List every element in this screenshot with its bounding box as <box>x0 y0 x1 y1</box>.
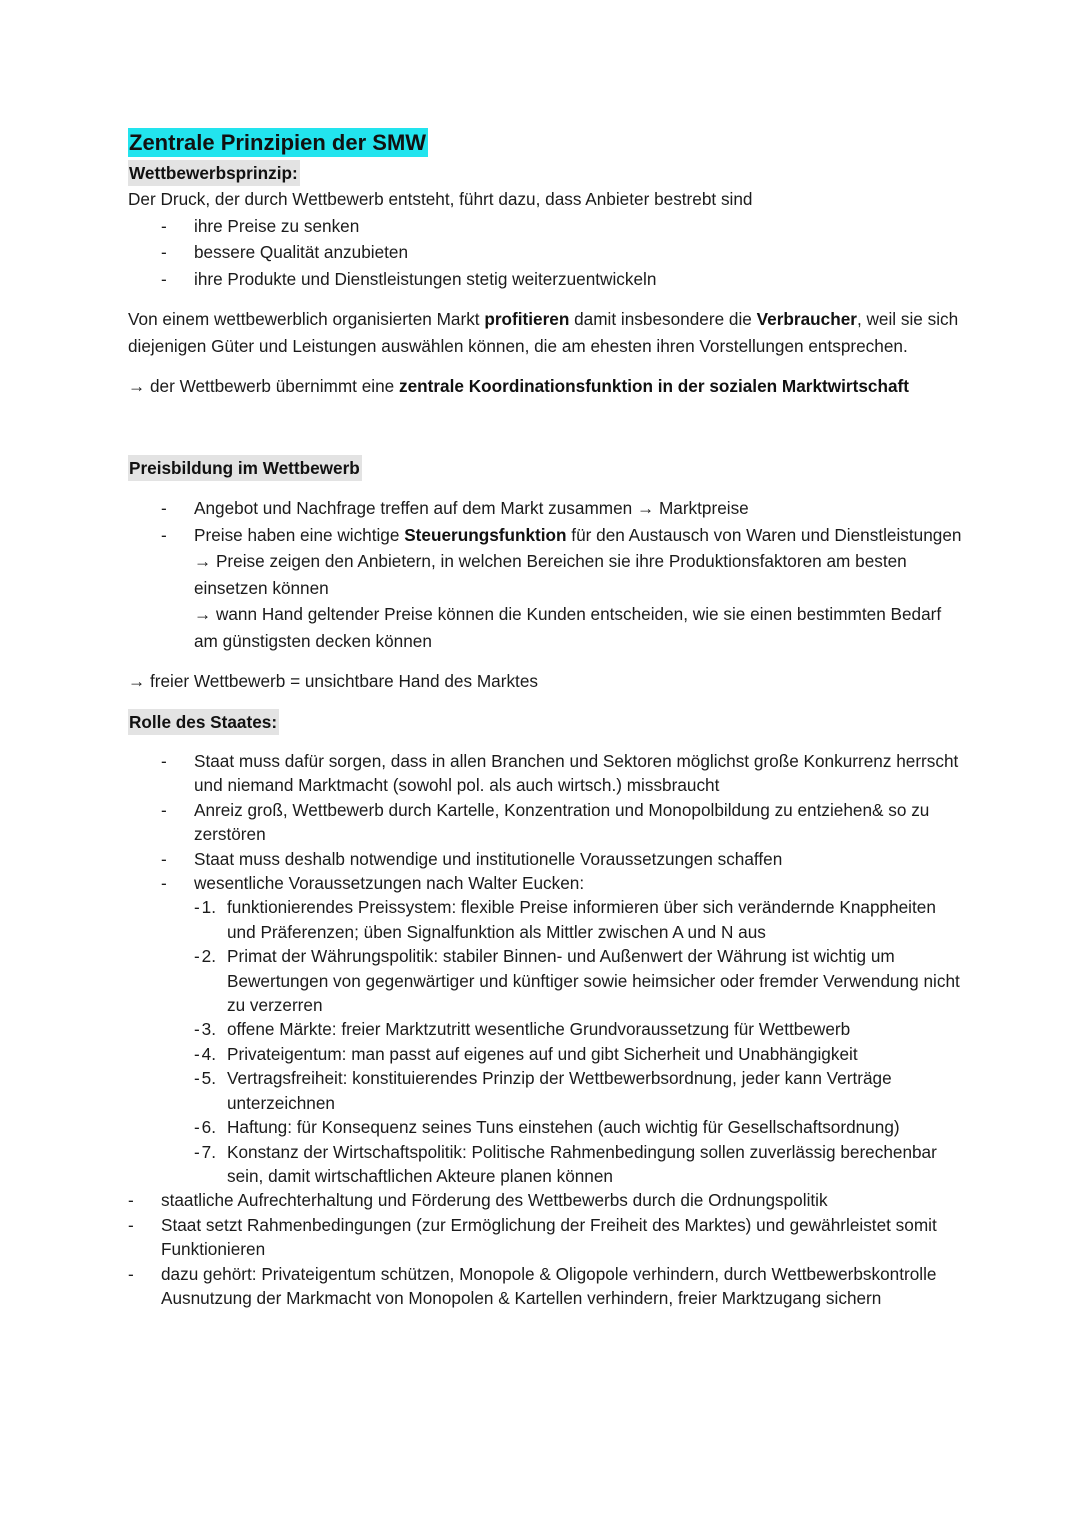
bullet-list <box>128 1188 968 1310</box>
list-item: - bessere Qualität anzubieten <box>194 239 968 266</box>
paragraph: Von einem wettbewerblich organisierten Markt profitieren damit insbesondere die Verbraucher, weil sie sich diejenigen Güter und Leistungen auswählen können, die am ehesten ihren Vorstellungen entsprechen. <box>128 309 959 356</box>
list-item: - 2. Primat der Währungspolitik: stabiler Binnen- und Außenwert der Währung ist wichtig um Bewertungen von gegenwärtiger und künftiger sowie heimsicher oder fremder Verwendung nicht zu verzerren <box>227 944 968 1017</box>
section-heading: Preisbildung im Wettbewerb <box>128 455 362 482</box>
list-item: - 6. Haftung: für Konsequenz seines Tuns einstehen (auch wichtig für Gesellschaftsordnung) <box>227 1115 968 1139</box>
bullet-list <box>128 495 968 654</box>
list-item: - dazu gehört: Privateigentum schützen, Monopole & Oligopole verhindern, durch Wettbewerbskontrolle Ausnutzung der Markmacht von Monopolen & Kartellen verhindern, freier Marktzugang sichern <box>161 1262 968 1311</box>
list-item: - Staat setzt Rahmenbedingungen (zur Ermöglichung der Freiheit des Marktes) und gewährleistet somit Funktionieren <box>161 1213 968 1262</box>
numbered-list <box>194 895 968 1188</box>
list-item: - Preise haben eine wichtige Steuerungsfunktion für den Austausch von Waren und Dienstleistungen → Preise zeigen den Anbietern, in welchen Bereichen sie ihre Produktionsfaktoren am besten einsetzen können → wann Hand geltender Preise können die Kunden entscheiden, wie sie einen bestimmten Bedarf am günstigsten decken können <box>194 522 968 655</box>
paragraph: Der Druck, der durch Wettbewerb entsteht, führt dazu, dass Anbieter bestrebt sind <box>128 189 753 209</box>
section-preisbildung <box>128 455 968 695</box>
list-item: - Staat muss deshalb notwendige und institutionelle Voraussetzungen schaffen <box>194 847 968 871</box>
list-item: - 3. offene Märkte: freier Marktzutritt wesentliche Grundvoraussetzung für Wettbewerb <box>227 1017 968 1041</box>
section-rolle-des-staates <box>128 709 968 1311</box>
conclusion-line: → freier Wettbewerb = unsichtbare Hand des Marktes <box>128 671 538 691</box>
list-item: - Angebot und Nachfrage treffen auf dem Markt zusammen → Marktpreise <box>194 495 968 522</box>
list-item: - wesentliche Voraussetzungen nach Walter Eucken: - 1. funktionierendes Preissystem: flexible Preise informieren über sich verändernde Knappheiten und Präferenzen; üben Signalfunktion als Mittler zwischen A und N aus - 2. Primat der Währungspolitik: stabiler Binnen- und Außenwert der Währung ist wichtig um Bewertungen von gegenwärtiger und künftiger sowie heimsicher oder fremder Verwendung nicht zu verzerren - 3. offene Märkte: freier Marktzutritt wesentliche Grundvoraussetzung für Wettbewerb - 4. Privateigentum: man passt auf eigenes auf und gibt Sicherheit und Unabhängigkeit - 5. Vertragsfreiheit: konstituierendes Prinzip der Wettbewerbsordnung, jeder kann Verträge unterzeichnen - 6. Haftung: für Konsequenz seines Tuns einstehen (auch wichtig für Gesellschaftsordnung) - 7. Konstanz der Wirtschaftspolitik: Politische Rahmenbedingung sollen zuverlässig berechenbar sein, damit wirtschaftlichen Akteure planen können <box>194 871 968 1188</box>
list-item: - 5. Vertragsfreiheit: konstituierendes Prinzip der Wettbewerbsordnung, jeder kann Verträge unterzeichnen <box>227 1066 968 1115</box>
list-item: - 1. funktionierendes Preissystem: flexible Preise informieren über sich verändernde Knappheiten und Präferenzen; üben Signalfunktion als Mittler zwischen A und N aus <box>227 895 968 944</box>
section-heading: Wettbewerbsprinzip: <box>128 160 300 187</box>
list-item: - Anreiz groß, Wettbewerb durch Kartelle, Konzentration und Monopolbildung zu entziehen& so zu zerstören <box>194 798 968 847</box>
page-title: Zentrale Prinzipien der SMW <box>129 130 427 155</box>
list-item: - 7. Konstanz der Wirtschaftspolitik: Politische Rahmenbedingung sollen zuverlässig berechenbar sein, damit wirtschaftlichen Akteure planen können <box>227 1140 968 1189</box>
list-item: - Staat muss dafür sorgen, dass in allen Branchen und Sektoren möglichst große Konkurrenz herrscht und niemand Marktmacht (sowohl pol. als auch wirtsch.) missbraucht <box>194 749 968 798</box>
section-heading: Rolle des Staates: <box>128 709 279 736</box>
section-wettbewerbsprinzip <box>128 160 968 400</box>
list-item: - staatliche Aufrechterhaltung und Förderung des Wettbewerbs durch die Ordnungspolitik <box>161 1188 968 1212</box>
bullet-list <box>128 213 968 293</box>
list-item: - ihre Produkte und Dienstleistungen stetig weiterzuentwickeln <box>194 266 968 293</box>
bullet-list <box>128 749 968 1188</box>
list-item: - 4. Privateigentum: man passt auf eigenes auf und gibt Sicherheit und Unabhängigkeit <box>227 1042 968 1066</box>
sub-point: → wann Hand geltender Preise können die Kunden entscheiden, wie sie einen bestimmten Bedarf am günstigsten decken können <box>194 604 942 651</box>
conclusion-line: → der Wettbewerb übernimmt eine zentrale Koordinationsfunktion in der sozialen Marktwirtschaft <box>128 376 909 396</box>
list-item: - ihre Preise zu senken <box>194 213 968 240</box>
sub-point: → Preise zeigen den Anbietern, in welchen Bereichen sie ihre Produktionsfaktoren am besten einsetzen können <box>194 551 907 598</box>
document-page <box>128 128 968 1310</box>
